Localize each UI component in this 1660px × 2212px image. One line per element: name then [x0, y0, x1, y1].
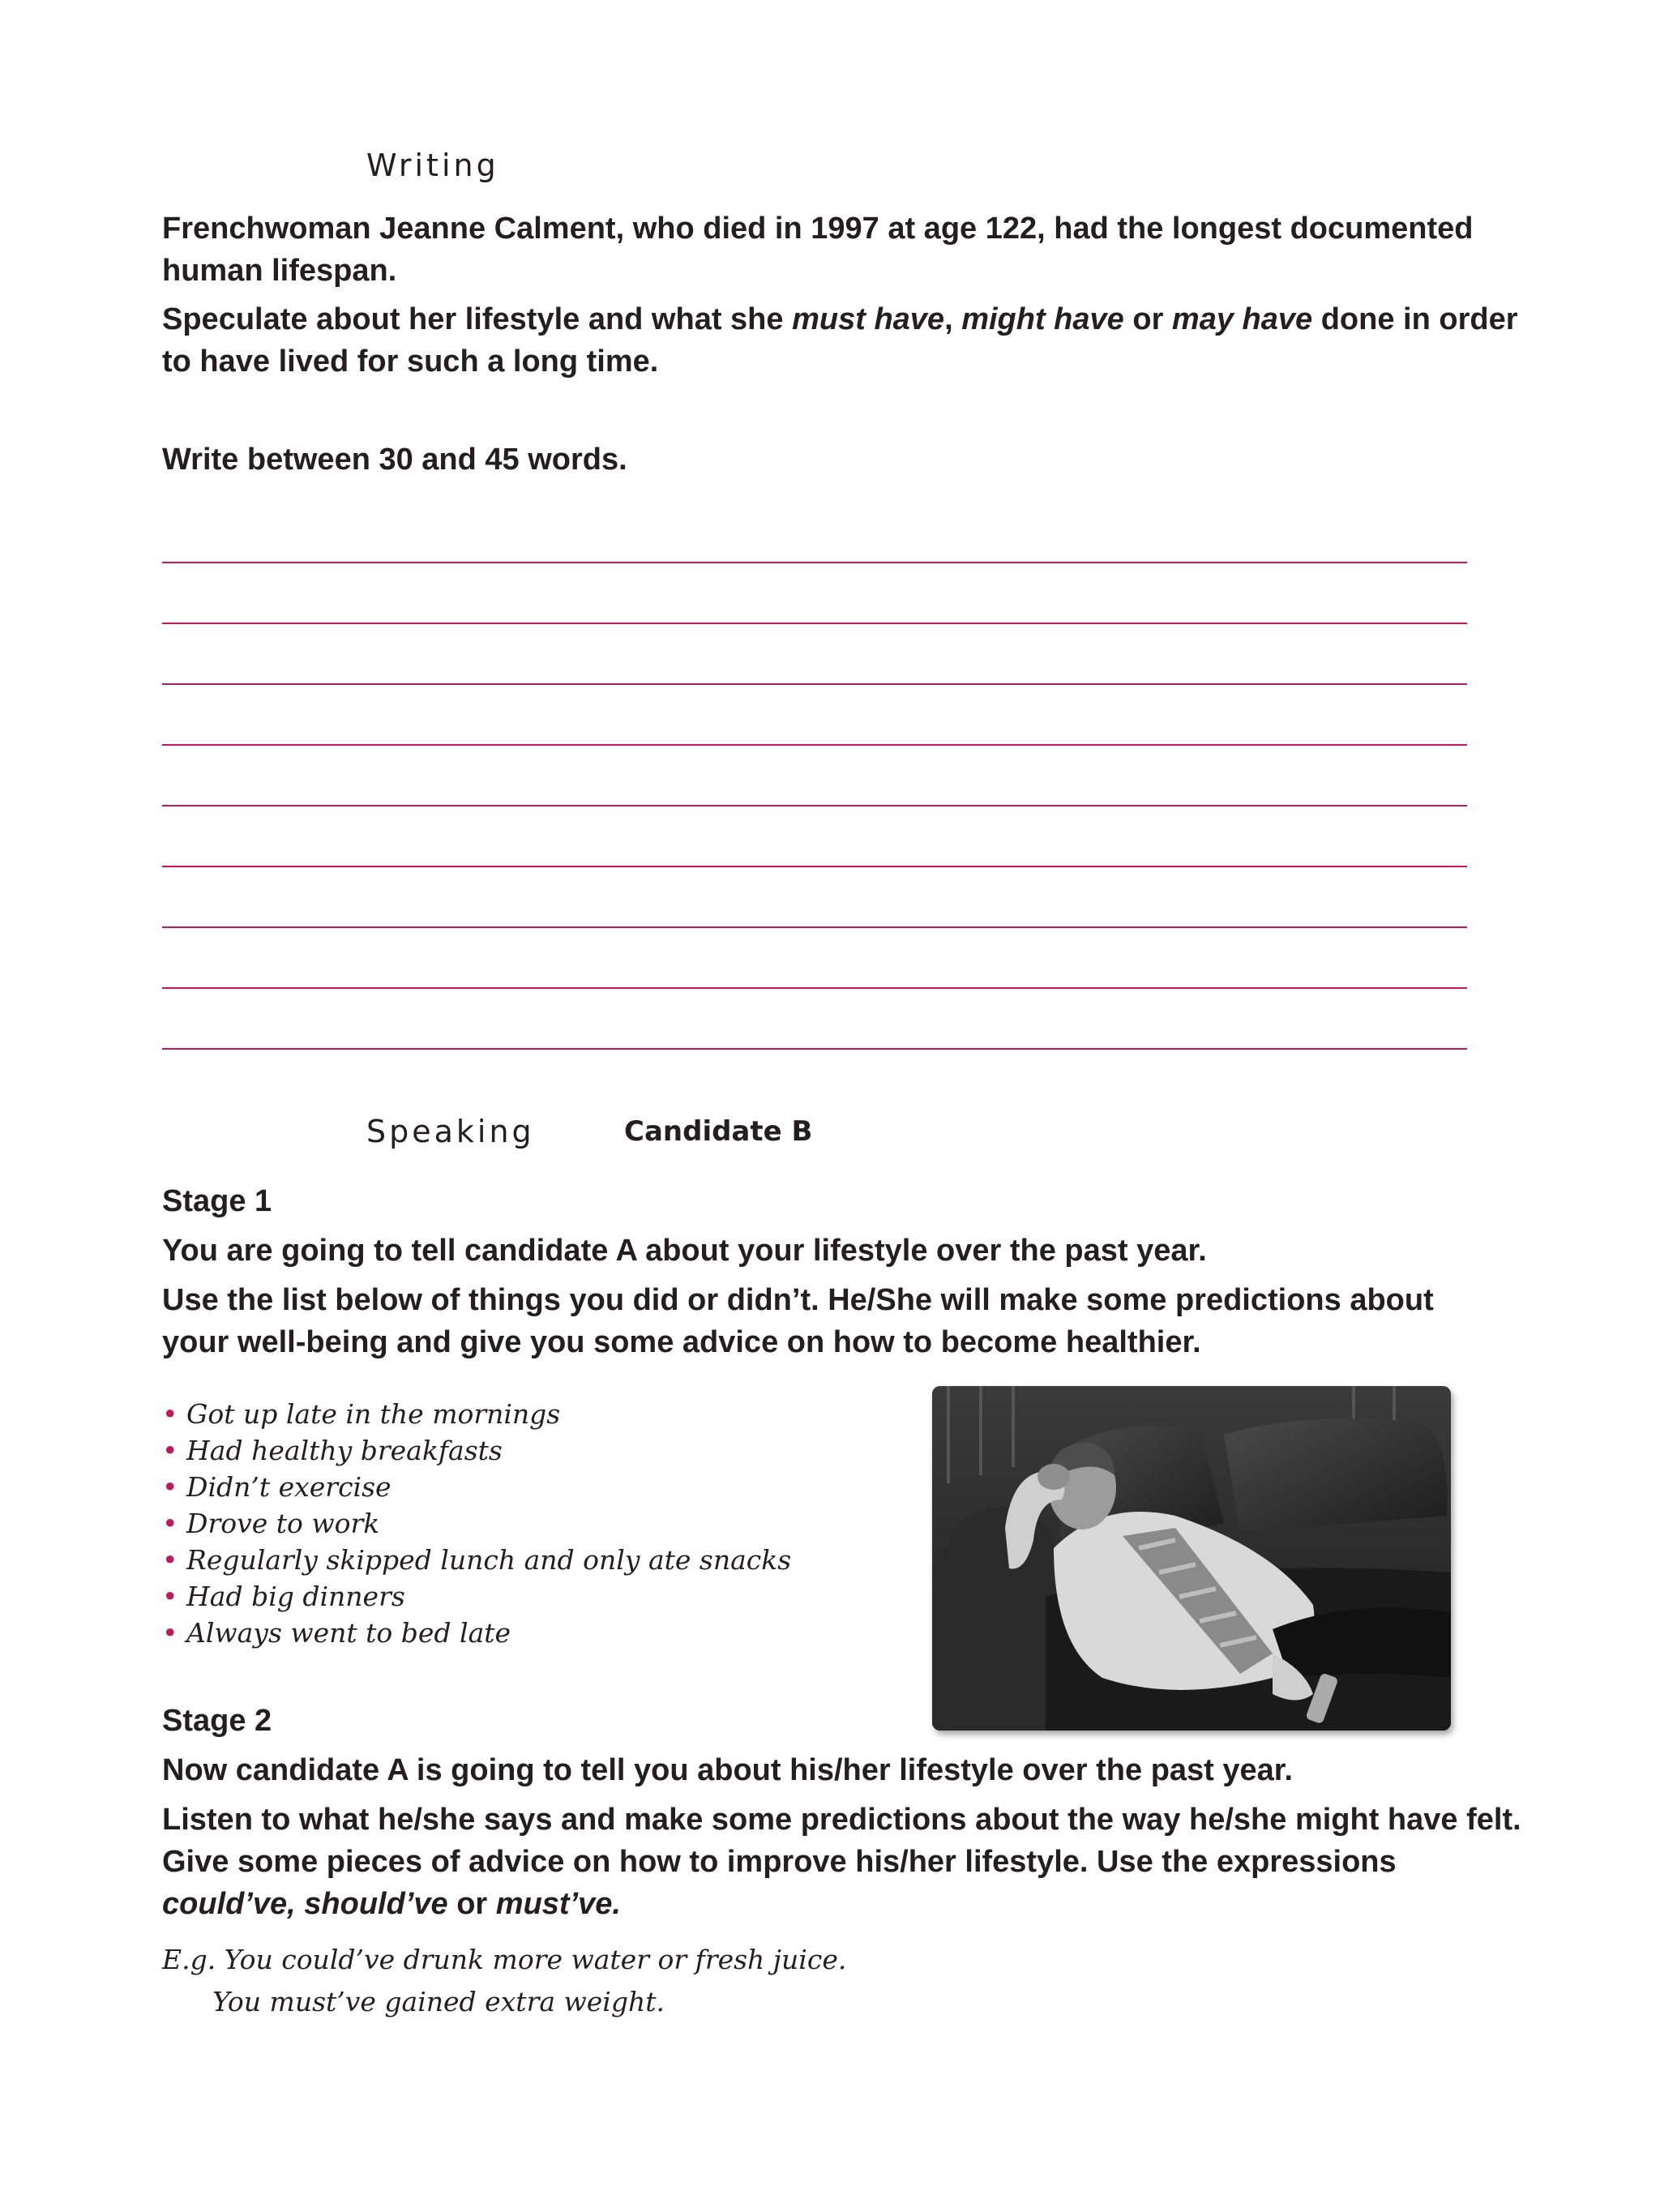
list-item: • Regularly skipped lunch and only ate snacks: [162, 1542, 791, 1578]
candidate-label: Candidate B: [624, 1115, 813, 1148]
writing-prompt-instruction: Speculate about her lifestyle and what she must have, might have or may have done in order to have lived for such a long time.: [162, 302, 1518, 379]
stage2-intro: Now candidate A is going to tell you about his/her lifestyle over the past year.: [162, 1753, 1294, 1787]
speaking-heading: Speaking: [366, 1114, 535, 1149]
stage1-title: Stage 1: [162, 1184, 272, 1218]
word-limit-instruction: Write between 30 and 45 words.: [162, 443, 627, 477]
bullet-icon: •: [162, 1435, 178, 1466]
list-item: • Drove to work: [162, 1505, 791, 1542]
writing-line[interactable]: [162, 503, 1467, 563]
list-item: • Had big dinners: [162, 1578, 791, 1615]
stage1-instruction: Use the list below of things you did or didn’t. He/She will make some predictions about your well-being and give you some advice on how to become healthier.: [162, 1283, 1434, 1359]
list-item: • Didn’t exercise: [162, 1469, 791, 1505]
writing-lines[interactable]: [162, 503, 1467, 1050]
bullet-icon: •: [162, 1544, 178, 1576]
writing-line[interactable]: [162, 989, 1467, 1050]
writing-line[interactable]: [162, 563, 1467, 624]
example-sentence-1: E.g. You could’ve drunk more water or fresh juice.: [162, 1944, 847, 1975]
bullet-icon: •: [162, 1581, 178, 1612]
writing-heading: Writing: [366, 148, 499, 183]
writing-prompt-intro: Frenchwoman Jeanne Calment, who died in 1997 at age 122, had the longest documented human lifespan.: [162, 212, 1474, 288]
list-item: • Got up late in the mornings: [162, 1396, 791, 1432]
list-item: • Had healthy breakfasts: [162, 1432, 791, 1469]
writing-line[interactable]: [162, 928, 1467, 989]
man-on-sofa-photo: [932, 1386, 1451, 1731]
writing-line[interactable]: [162, 807, 1467, 867]
bullet-icon: •: [162, 1617, 178, 1649]
bullet-icon: •: [162, 1398, 178, 1430]
bullet-icon: •: [162, 1471, 178, 1503]
stage2-title: Stage 2: [162, 1704, 272, 1738]
lifestyle-list: [162, 1396, 791, 1651]
writing-line[interactable]: [162, 746, 1467, 807]
writing-line[interactable]: [162, 624, 1467, 685]
stage1-intro: You are going to tell candidate A about your lifestyle over the past year.: [162, 1234, 1207, 1268]
writing-line[interactable]: [162, 867, 1467, 928]
list-item: • Always went to bed late: [162, 1615, 791, 1651]
example-sentence-2: You must’ve gained extra weight.: [212, 1986, 665, 2017]
bullet-icon: •: [162, 1508, 178, 1539]
stage2-instruction: Listen to what he/she says and make some predictions about the way he/she might have felt. Give some pieces of advice on how to improve his/her lifestyle. Use the expressions could’ve, should’ve or must’ve.: [162, 1803, 1521, 1921]
writing-line[interactable]: [162, 685, 1467, 746]
